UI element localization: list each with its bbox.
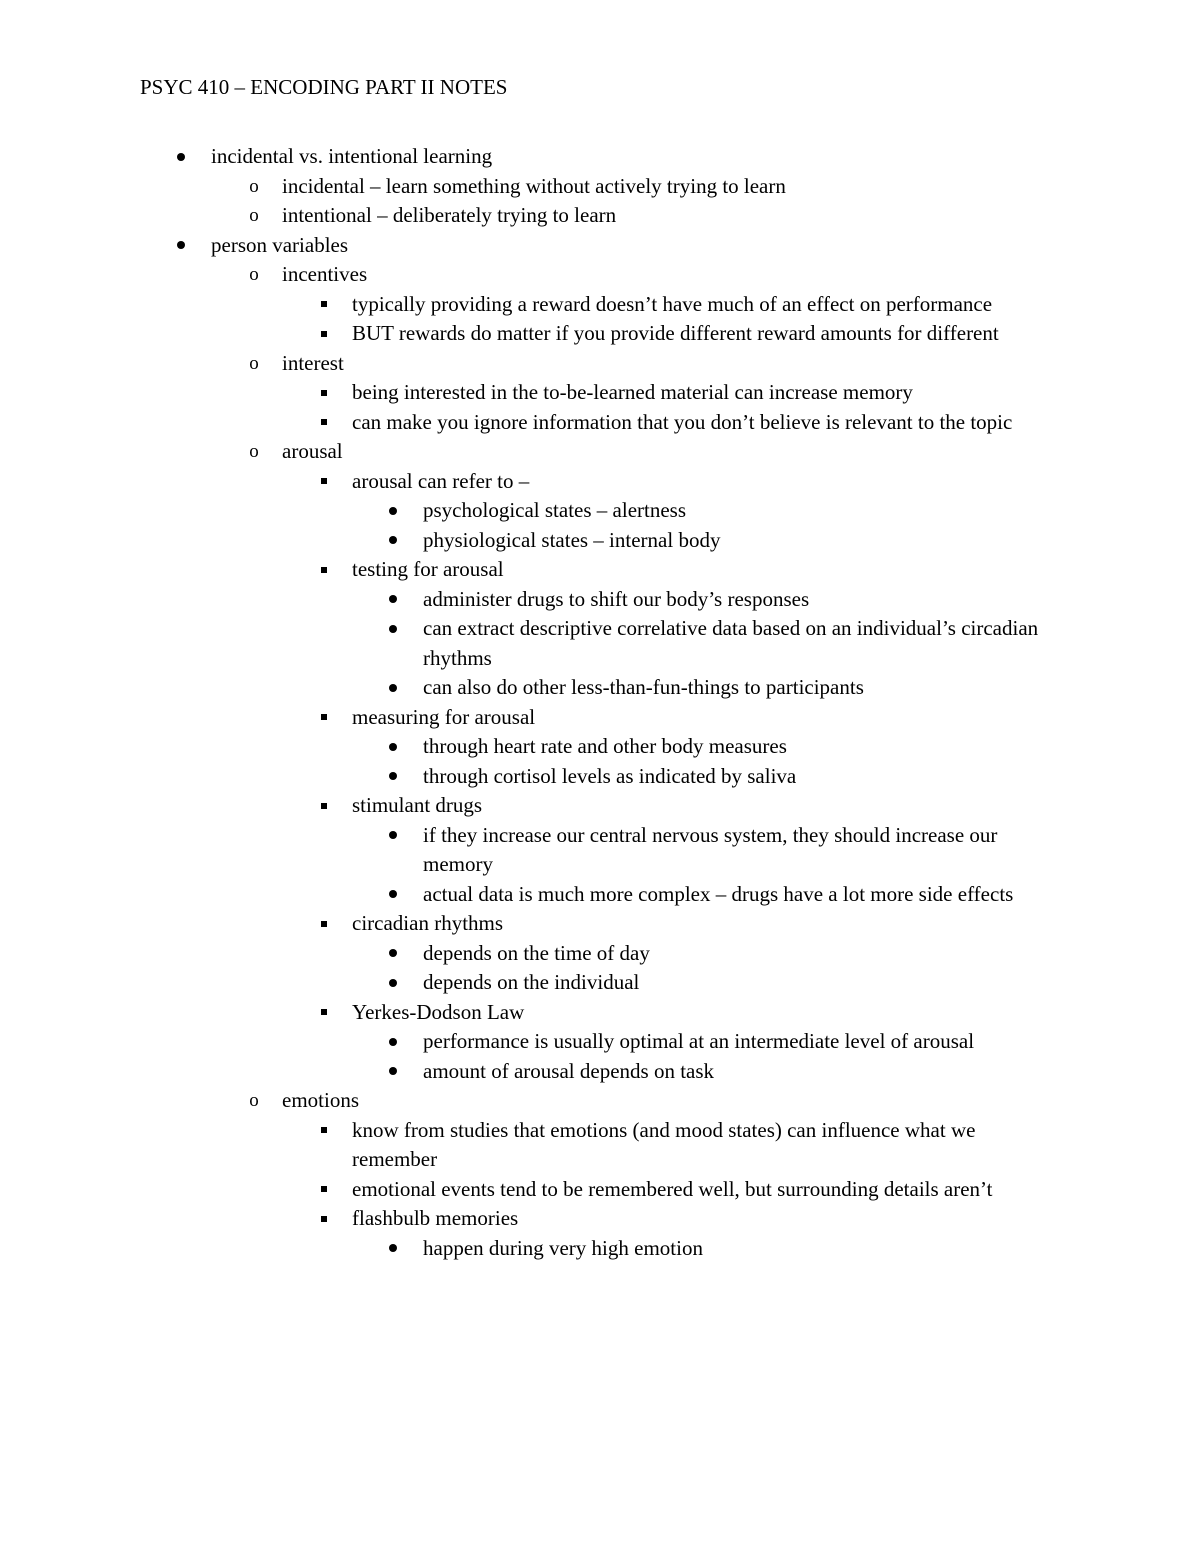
outline-item-fourth-level — [0, 585, 1200, 615]
filled-square-bullet-icon — [316, 378, 332, 408]
hollow-circle-bullet-icon: o — [249, 264, 259, 285]
filled-square-bullet-icon — [316, 791, 332, 821]
outline-item-sub-level — [0, 437, 1200, 467]
outline-item-text: emotional events tend to be remembered well, but surrounding details aren’t — [352, 1176, 993, 1201]
filled-square-bullet-icon — [316, 555, 332, 585]
outline-item-text: intentional – deliberately trying to learn — [282, 203, 617, 227]
hollow-circle-bullet-icon: o — [249, 175, 259, 197]
filled-disc-bullet-icon — [385, 1027, 401, 1057]
filled-square-bullet-icon — [316, 998, 332, 1028]
outline-item-third-level — [0, 791, 1200, 821]
filled-disc-bullet-icon — [173, 142, 189, 172]
outline-item-text: circadian rhythms — [352, 911, 504, 935]
filled-square-bullet-icon — [316, 319, 332, 349]
outline-item-text: can extract descriptive correlative data based on an individual’s circadian rhythms — [423, 616, 1039, 670]
outline-item-fourth-level — [0, 732, 1200, 762]
page-title: PSYC 410 – ENCODING PART II NOTES — [140, 75, 508, 99]
filled-disc-bullet-icon — [385, 614, 401, 644]
outline-item-text: through cortisol levels as indicated by saliva — [423, 763, 797, 788]
outline-item-third-level — [0, 1204, 1200, 1234]
outline-item-text: happen during very high emotion — [423, 1235, 703, 1260]
filled-square-bullet-icon — [316, 909, 332, 939]
outline-item-text: arousal can refer to – — [352, 468, 530, 493]
filled-disc-bullet-icon — [385, 732, 401, 762]
outline-item-text: amount of arousal depends on task — [423, 1058, 715, 1083]
outline-item-third-level — [0, 909, 1200, 939]
outline-item-text: depends on the individual — [423, 970, 640, 994]
outline-item-third-level — [0, 290, 1200, 320]
outline-item-sub-level — [0, 349, 1200, 379]
filled-disc-bullet-icon — [385, 880, 401, 910]
outline-item-third-level — [0, 319, 1200, 349]
filled-disc-bullet-icon — [385, 585, 401, 615]
outline-item-third-level — [0, 408, 1200, 438]
outline-item-fourth-level — [0, 496, 1200, 526]
outline-item-fourth-level — [0, 821, 1200, 880]
hollow-circle-bullet-icon: o — [249, 352, 259, 374]
hollow-circle-bullet-icon: o — [249, 1090, 259, 1111]
filled-disc-bullet-icon — [173, 231, 189, 261]
outline-item-text: incidental – learn something without actively trying to learn — [282, 173, 786, 198]
outline-item-text: typically providing a reward doesn’t have much of an effect on performance — [352, 291, 993, 316]
outline-item-text: BUT rewards do matter if you provide different reward amounts for different — [352, 321, 999, 345]
hollow-circle-bullet-icon: o — [249, 441, 259, 462]
filled-square-bullet-icon — [316, 290, 332, 320]
outline-item-fourth-level — [0, 526, 1200, 556]
filled-disc-bullet-icon — [385, 762, 401, 792]
outline-item-third-level — [0, 378, 1200, 408]
outline-item-text: incentives — [282, 262, 368, 286]
outline-item-text: depends on the time of day — [423, 940, 650, 965]
outline-item-fourth-level — [0, 762, 1200, 792]
outline-item-fourth-level — [0, 939, 1200, 969]
outline-item-third-level — [0, 1116, 1200, 1175]
outline-item-sub-level — [0, 172, 1200, 202]
outline-item-third-level — [0, 998, 1200, 1028]
outline-item-third-level — [0, 703, 1200, 733]
filled-square-bullet-icon — [316, 408, 332, 438]
outline-item-text: arousal — [282, 439, 343, 463]
filled-disc-bullet-icon — [385, 939, 401, 969]
filled-square-bullet-icon — [316, 1204, 332, 1234]
filled-disc-bullet-icon — [385, 673, 401, 703]
outline-item-text: can also do other less-than-fun-things to participants — [423, 675, 864, 699]
outline-item-third-level — [0, 1175, 1200, 1205]
filled-disc-bullet-icon — [385, 496, 401, 526]
filled-disc-bullet-icon — [385, 1057, 401, 1087]
outline-item-sub-level — [0, 260, 1200, 290]
outline-item-text: psychological states – alertness — [423, 498, 687, 522]
outline-item-text: being interested in the to-be-learned material can increase memory — [352, 380, 913, 404]
outline-item-text: incidental vs. intentional learning — [211, 144, 493, 168]
outline-item-third-level — [0, 555, 1200, 585]
outline-item-text: person variables — [211, 232, 349, 257]
outline-item-sub-level — [0, 201, 1200, 231]
filled-square-bullet-icon — [316, 703, 332, 733]
hollow-circle-bullet-icon: o — [249, 205, 259, 226]
outline-item-fourth-level — [0, 1027, 1200, 1057]
outline-item-fourth-level — [0, 1234, 1200, 1264]
outline-item-text: interest — [282, 350, 344, 375]
outline-item-sub-level — [0, 1086, 1200, 1116]
filled-square-bullet-icon — [316, 1175, 332, 1205]
outline-item-fourth-level — [0, 880, 1200, 910]
outline-item-text: emotions — [282, 1088, 359, 1112]
outline-item-text: stimulant drugs — [352, 793, 483, 817]
filled-square-bullet-icon — [316, 467, 332, 497]
outline-item-fourth-level — [0, 1057, 1200, 1087]
notes-outline — [0, 142, 1200, 1263]
filled-disc-bullet-icon — [385, 968, 401, 998]
outline-item-text: testing for arousal — [352, 557, 504, 581]
outline-item-top-level — [0, 231, 1200, 261]
outline-item-text: if they increase our central nervous system, they should increase our memory — [423, 822, 998, 876]
outline-item-text: administer drugs to shift our body’s responses — [423, 586, 810, 611]
outline-item-text: can make you ignore information that you don’t believe is relevant to the topic — [352, 409, 1013, 434]
filled-disc-bullet-icon — [385, 821, 401, 851]
outline-item-top-level — [0, 142, 1200, 172]
outline-item-text: measuring for arousal — [352, 704, 536, 729]
filled-disc-bullet-icon — [385, 1234, 401, 1264]
filled-disc-bullet-icon — [385, 526, 401, 556]
outline-item-text: physiological states – internal body — [423, 527, 721, 552]
outline-item-fourth-level — [0, 968, 1200, 998]
outline-item-text: performance is usually optimal at an intermediate level of arousal — [423, 1029, 975, 1053]
filled-square-bullet-icon — [316, 1116, 332, 1146]
outline-item-fourth-level — [0, 673, 1200, 703]
outline-item-text: through heart rate and other body measures — [423, 734, 787, 758]
outline-item-third-level — [0, 467, 1200, 497]
outline-item-text: flashbulb memories — [352, 1206, 519, 1230]
outline-item-text: know from studies that emotions (and mood states) can influence what we remember — [352, 1117, 976, 1171]
outline-item-text: Yerkes-Dodson Law — [352, 999, 525, 1024]
outline-item-text: actual data is much more complex – drugs have a lot more side effects — [423, 881, 1014, 906]
outline-item-fourth-level — [0, 614, 1200, 673]
